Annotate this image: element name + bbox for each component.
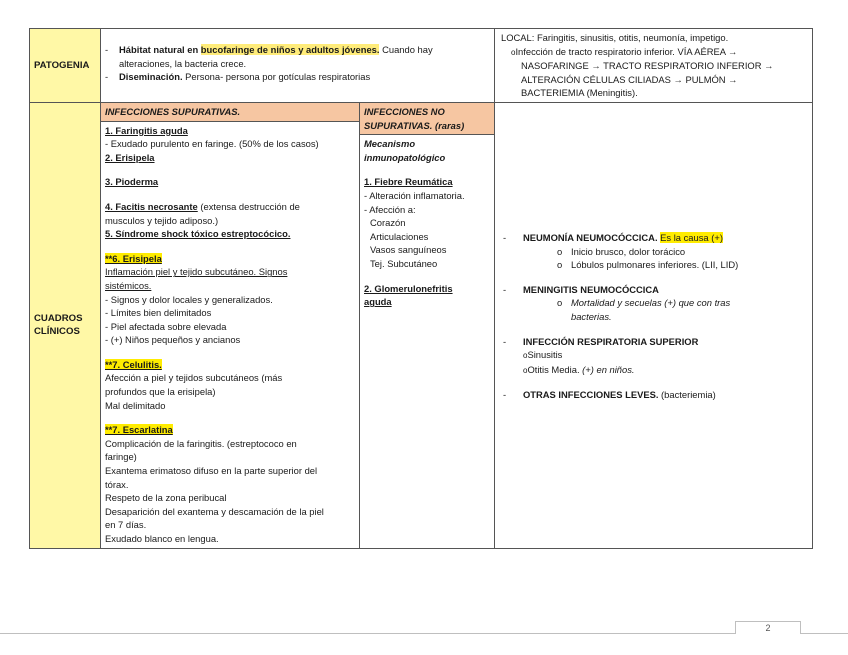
- erisipela6-title: **6. Erisipela: [105, 252, 162, 264]
- habitat-item: - Hábitat natural en bucofaringe de niños y adultos jóvenes. Cuando hay alteraciones, la bacteria crece.: [105, 44, 433, 69]
- irs-block: - INFECCIÓN RESPIRATORIA SUPERIOR oSinusitis oOtitis Media. (+) en niños.: [503, 335, 699, 375]
- diseminacion-item: - Diseminación. Persona- persona por gotículas respiratorias: [105, 71, 371, 83]
- page-number: 2: [735, 621, 801, 634]
- meningitis-block: - MENINGITIS NEUMOCÓCCICA o Mortalidad y secuelas (+) que con tras bacterias.: [503, 283, 731, 322]
- faringitis-title: 1. Faringitis aguda: [105, 124, 188, 136]
- supurativas-column: INFECCIONES SUPURATIVAS. 1. Faringitis aguda - Exudado purulento en faringe. (50% de los casos) 2. Erisipela 3. Pioderma 4. Facitis necrosante (extensa destrucción de musculos y tejido adiposo.) 5. Síndrome shock tóxico estreptocócico. **6. Erisipela Inflamación piel y tejido subcutáneo. Signos sistémicos. - Signos y dolor locales y generalizados. - Límites bien delimitados - Piel afectada sobre elevada - (+) Niños pequeños y ancianos **7. Celulitis. Afección a piel y tejidos subcutáneos (más profundos que la erisipela) Mal delimitado **7. Escarlatina Complicación de la faringitis. (estreptococo en faringe) Exantema erimatoso difuso en la parte superior del tórax. Respeto de la zona peribucal Desaparición del exantema y descamación de la piel en 7 días. Exudado blanco en lengua.: [101, 102, 360, 548]
- no-supurativas-column: INFECCIONES NO SUPURATIVAS. (raras) Mecanismo inmunopatológico 1. Fiebre Reumática - Alteración inflamatoria. - Afección a: Corazón Articulaciones Vasos sanguíneos Tej. Subcutáneo 2. Glomerulonefritis aguda: [360, 102, 495, 548]
- no-supurativas-header: INFECCIONES NO SUPURATIVAS. (raras): [360, 103, 494, 135]
- footer-divider: [0, 633, 848, 634]
- escarlatina-title: **7. Escarlatina: [105, 424, 173, 436]
- erisipela-title: 2. Erisipela: [105, 151, 155, 163]
- content-table: [29, 28, 813, 549]
- otras-block: - OTRAS INFECCIONES LEVES. (bacteriemia): [503, 389, 716, 401]
- neumococo-column: [495, 102, 813, 548]
- cuadros-label: CUADROS CLÍNICOS: [30, 102, 101, 548]
- patogenia-description: [101, 29, 495, 103]
- patogenia-label: PATOGENIA: [30, 29, 101, 103]
- neumonia-block: - NEUMONÍA NEUMOCÓCCICA. Es la causa (+) o Inicio brusco, dolor torácico o Lóbulos pulmonares inferiores. (LII, LID): [503, 231, 739, 271]
- facitis-title: 4. Facitis necrosante: [105, 200, 198, 212]
- pioderma-title: 3. Pioderma: [105, 176, 159, 188]
- glomerulonefritis-title: 2. Glomerulonefritis: [364, 282, 453, 294]
- shock-title: 5. Síndrome shock tóxico estreptocócico.: [105, 228, 291, 240]
- neumonia-highlight: Es la causa (+): [660, 231, 723, 243]
- patogenia-local: LOCAL: Faringitis, sinusitis, otitis, neumonía, impetigo. oInfección de tracto respiratorio inferior. VÍA AÉREA → NASOFARINGE → TRACTO RESPIRATORIO INFERIOR → ALTERACIÓN CÉLULAS CILIADAS → PULMÓN → BACTERIEMIA (Meningitis).: [495, 29, 813, 103]
- fiebre-reumatica-title: 1. Fiebre Reumática: [364, 176, 453, 188]
- supurativas-header: INFECCIONES SUPURATIVAS.: [101, 103, 359, 122]
- patogenia-row: [30, 29, 813, 103]
- celulitis-title: **7. Celulitis.: [105, 358, 162, 370]
- cuadros-row: [30, 102, 813, 548]
- habitat-highlight: bucofaringe de niños y adultos jóvenes.: [200, 44, 380, 55]
